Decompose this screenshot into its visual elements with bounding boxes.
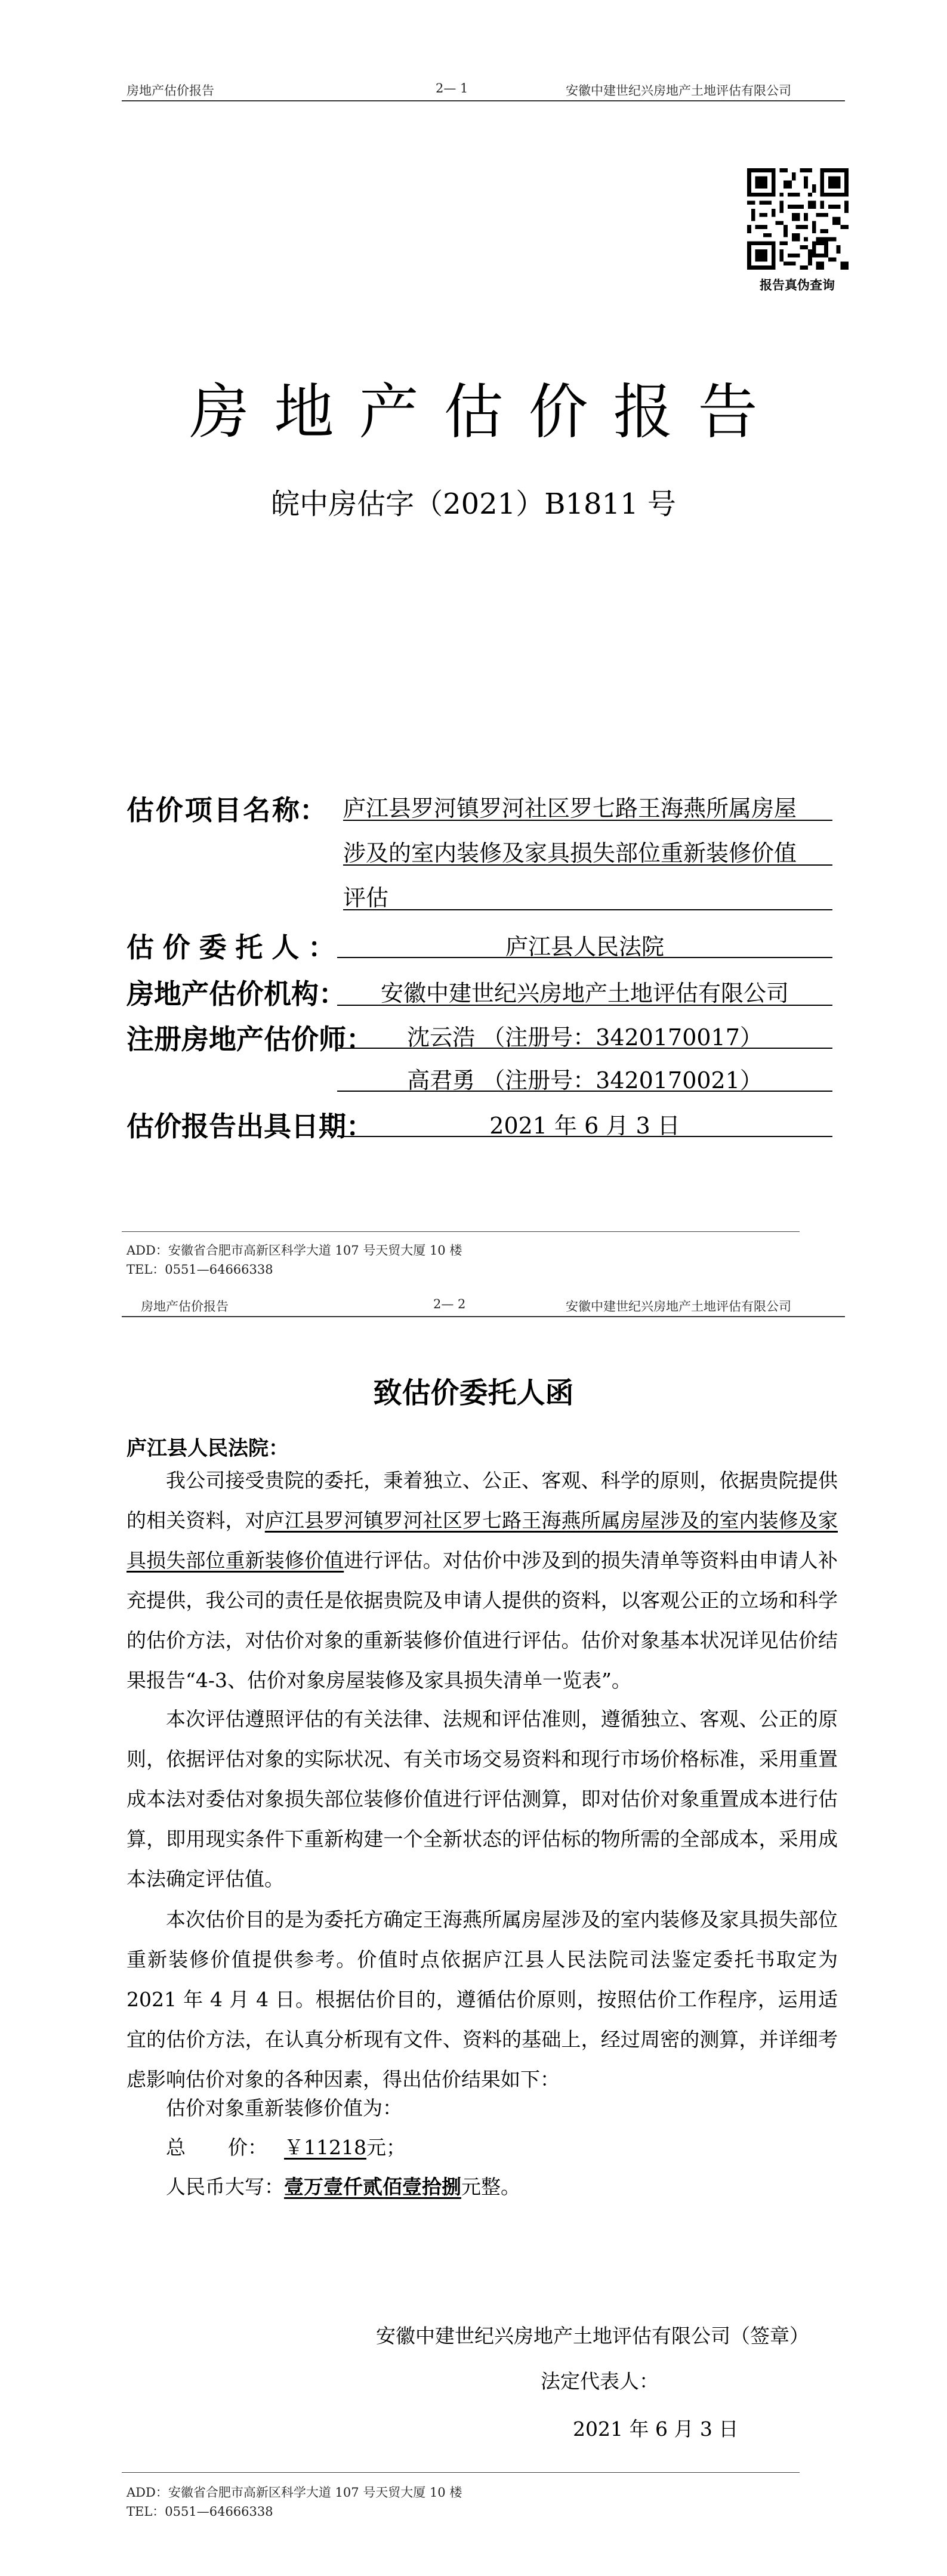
- header-company: 安徽中建世纪兴房地产土地评估有限公司: [566, 84, 791, 98]
- result-intro: 估价对象重新装修价值为：: [166, 2096, 402, 2120]
- qr-caption: 报告真伪查询: [760, 277, 835, 292]
- footer-tel: TEL：0551—64666338: [127, 1262, 273, 1277]
- underline: [343, 820, 832, 821]
- qr-code-icon: [747, 168, 849, 270]
- appraiser-1: 沈云浩 （注册号：3420170017）: [407, 1024, 763, 1051]
- letter-body-2: [127, 1699, 838, 1899]
- header-rule: [122, 100, 845, 101]
- total-price-unit: 元；: [366, 2136, 406, 2159]
- client-label: 估 价 委 托 人 ：: [127, 931, 335, 963]
- footer-rule: [122, 2472, 800, 2473]
- letter-body-3: [127, 1899, 838, 2099]
- underline: [337, 1005, 832, 1006]
- header-company: 安徽中建世纪兴房地产土地评估有限公司: [566, 1299, 791, 1314]
- total-price-value: ￥11218: [284, 2136, 366, 2159]
- header-left: 房地产估价报告: [141, 1299, 229, 1314]
- header-left: 房地产估价报告: [127, 84, 214, 98]
- underline: [337, 1048, 832, 1049]
- underline: [337, 1091, 832, 1092]
- project-name-line-1: 庐江县罗河镇罗河社区罗七路王海燕所属房屋: [343, 795, 797, 821]
- rmb-uppercase-line: [166, 2172, 520, 2200]
- letter-paragraph-1: [127, 1460, 838, 1700]
- footer-rule: [122, 1231, 800, 1232]
- paragraph-text: 进行评估。对估价中涉及到的损失清单等资料由申请人补充提供，我公司的责任是依据贵院及申请人提供的资料，以客观公正的立场和科学的估价方法，对估价对象的重新装修价值进行评估。估价对象基本状况详见估价结果报告“4-3、估价对象房屋装修及家具损失清单一览表”。: [127, 1549, 838, 1692]
- project-name-label: 估 价 项 目 名 称：: [127, 794, 327, 826]
- footer-tel: TEL：0551—64666338: [127, 2504, 273, 2519]
- rmb-label: 人民币大写：: [166, 2175, 284, 2198]
- project-name-line-3: 评估: [343, 885, 389, 911]
- underline: [343, 909, 832, 910]
- letter-title: 致估价委托人函: [373, 1376, 574, 1410]
- agency-value: 安徽中建世纪兴房地产土地评估有限公司: [380, 980, 789, 1006]
- letter-paragraph-2: 本次评估遵照评估的有关法律、法规和评估准则，遵循独立、客观、公正的原则，依据评估对象的实际状况、有关市场交易资料和现行市场价格标准，采用重置成本法对委估对象损失部位装修价值进行评估测算，即对估价对象重置成本进行估算，即用现实条件下重新构建一个全新状态的评估标的物所需的全部成本，采用成本法确定评估值。: [127, 1707, 838, 1891]
- signature-company: 安徽中建世纪兴房地产土地评估有限公司（签章）: [376, 2324, 809, 2348]
- rmb-unit: 元整。: [461, 2175, 520, 2198]
- underline: [337, 1136, 832, 1137]
- client-value: 庐江县人民法院: [505, 934, 664, 960]
- letter-body: [127, 1460, 838, 1700]
- legal-representative: 法定代表人：: [541, 2370, 659, 2393]
- appraisal-object-underlined: 庐江县罗河镇罗河社区罗七路王海燕所属房屋涉及的室内装修及家具损失部位重新装修价值: [127, 1509, 838, 1572]
- header-rule: [122, 1316, 845, 1317]
- agency-label: 房地产估价机构：: [127, 978, 346, 1010]
- project-name-line-2: 涉及的室内装修及家具损失部位重新装修价值: [343, 840, 797, 866]
- document-number: 皖中房估字（2021）B1811 号: [271, 487, 676, 521]
- signature-date: 2021 年 6 月 3 日: [573, 2417, 739, 2441]
- header-page-number: 2— 2: [433, 1297, 466, 1311]
- footer-address: ADD：安徽省合肥市高新区科学大道 107 号天贸大厦 10 楼: [127, 2485, 462, 2500]
- report-date-label: 估价报告出具日期：: [127, 1110, 374, 1142]
- appraiser-label: 注册房地产估价师：: [127, 1023, 374, 1055]
- underline: [343, 864, 832, 866]
- underline: [337, 957, 832, 958]
- report-date-value: 2021 年 6 月 3 日: [489, 1113, 680, 1139]
- letter-addressee: 庐江县人民法院：: [127, 1437, 289, 1460]
- rmb-value: 壹万壹仟贰佰壹拾捌: [284, 2175, 461, 2198]
- report-title: 房地产估价报告: [189, 377, 783, 447]
- letter-paragraph-3: 本次估价目的是为委托方确定王海燕所属房屋涉及的室内装修及家具损失部位重新装修价值提供参考。价值时点依据庐江县人民法院司法鉴定委托书取定为 2021 年 4 月 4 日。根据估价目的，遵循估价原则，按照估价工作程序，运用适宜的估价方法，在认真分析现有文件、资料的基础上，经过周密的测算，并详细考虑影响估价对象的各种因素，得出估价结果如下：: [127, 1908, 838, 2091]
- appraiser-2: 高君勇 （注册号：3420170021）: [407, 1067, 763, 1094]
- header-page-number: 2— 1: [436, 81, 468, 95]
- total-price-label: 总 价：: [166, 2136, 267, 2159]
- verification-qr-code[interactable]: [747, 168, 849, 270]
- paragraph-text: 我公司接受贵院的委托，秉着独立、公正、客观、科学的原则，依据贵院提供的相关资料，对: [127, 1469, 838, 1532]
- total-price-line: [166, 2132, 406, 2160]
- footer-address: ADD：安徽省合肥市高新区科学大道 107 号天贸大厦 10 楼: [127, 1243, 462, 1258]
